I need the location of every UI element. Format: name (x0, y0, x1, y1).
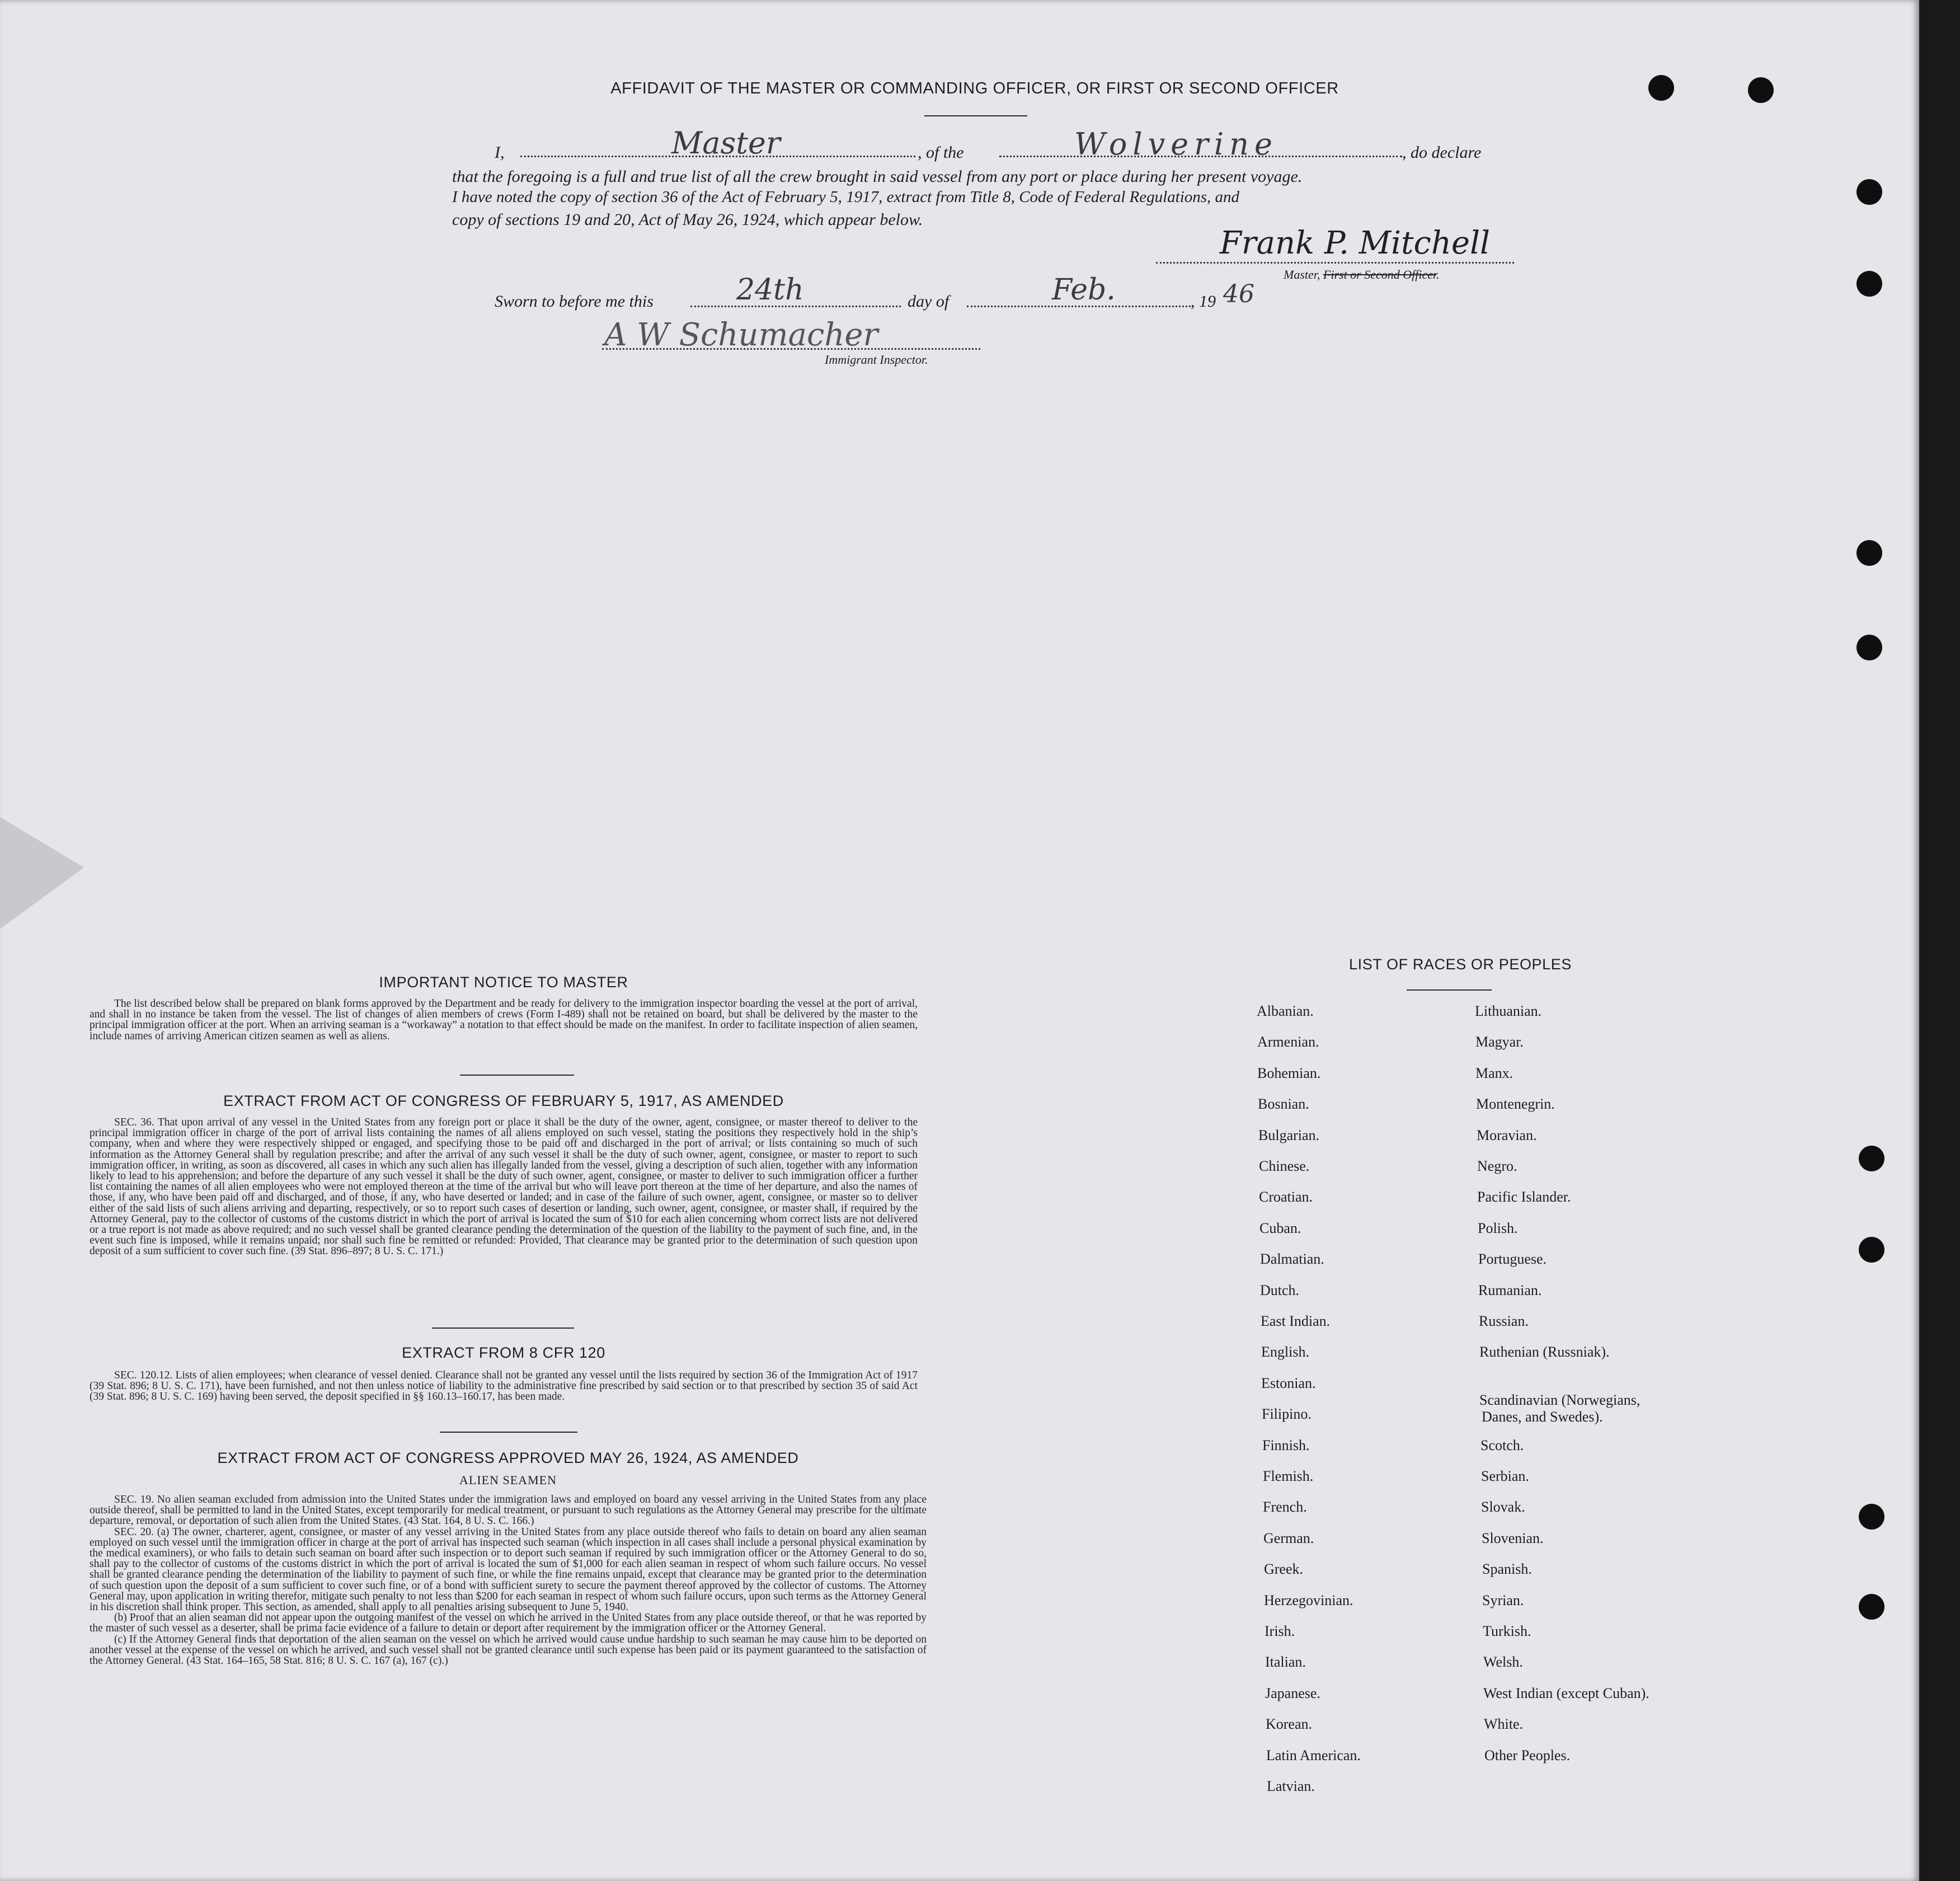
day-handwritten: 24th (736, 273, 804, 307)
race-item: Pacific Islander. (1477, 1189, 1571, 1205)
affidavit-line-2: that the foregoing is a full and true list of all the crew brought in said vessel from any port or place during her present voyage. (452, 167, 1303, 186)
race-item: Turkish. (1483, 1623, 1531, 1639)
punch-hole (1859, 1146, 1884, 1171)
extract-1917-title: EXTRACT FROM ACT OF CONGRESS OF FEBRUARY 5, 1917, AS AMENDED (223, 1092, 784, 1109)
inspector-signature: A W Schumacher (604, 317, 878, 353)
race-item: Ruthenian (Russniak). (1479, 1344, 1610, 1360)
race-item: Estonian. (1261, 1375, 1316, 1391)
race-item: Italian. (1265, 1654, 1306, 1670)
punch-hole (1648, 75, 1674, 101)
section-19: SEC. 19. No alien seaman excluded from admission into the United States under the immigration laws and employed on board any vessel arriving in the United States from any place outside thereof, shall be permitted to land in the United States, except temporarily for medical treatment, or pursuant to such regulations as the Attorney General may prescribe for the ultimate departure, removal, or deportation of such alien from the United States. (43 Stat. 164, 8 U. S. C. 166.) (90, 1494, 927, 1527)
struck-officer-text: First or Second Officer (1323, 268, 1437, 282)
sworn-intro: Sworn to before me this (495, 292, 654, 311)
day-of-text: day of (908, 292, 950, 311)
race-item: Serbian. (1481, 1468, 1529, 1484)
year-prefix: , 19 (1191, 292, 1216, 311)
race-item: German. (1263, 1530, 1314, 1546)
race-item: Polish. (1478, 1220, 1518, 1236)
race-item: White. (1484, 1716, 1524, 1732)
race-item: Finnish. (1262, 1437, 1310, 1453)
master-signature: Frank P. Mitchell (1220, 225, 1490, 261)
race-item: Scotch. (1480, 1437, 1524, 1453)
race-item: Dalmatian. (1260, 1251, 1324, 1267)
notice-title: IMPORTANT NOTICE TO MASTER (379, 974, 628, 991)
extract-cfr-title: EXTRACT FROM 8 CFR 120 (402, 1344, 605, 1361)
extract-1917-body: SEC. 36. That upon arrival of any vessel in the United States from any foreign port or place it shall be the duty of the owner, agent, consignee, or master thereof to deliver to the principal immigration officer in charge of the port of arrival lists containing the names of all aliens employed on such vessel, stating the positions they respectively hold in the ship’s company, when and where they were respectively shipped or engaged, and specifying those to be paid off and discharged in the port of arrival; or lists containing so much of such information as the Attorney General shall by regulation prescribe; and after the arrival of any such vessel it shall be the duty of such owner, agent, consignee, or master to report to such immigration officer, in writing, as soon as discovered, all cases in which any such alien has illegally landed from the vessel, giving a description of such alien, together with any information likely to lead to his apprehension; and before the departure of any such vessel it shall be the duty of such owner, agent, consignee, or master to deliver to such immigration officer a further list containing the names of all alien employees who were not employed thereon at the time of the arrival but who will leave port thereon at the time of her departure, and also the names of those, if any, who have been paid off and discharged, and of those, if any, who have deserted or landed; and in case of the failure of such owner, agent, consignee, or master so to deliver either of the said lists of such aliens arriving and departing, respectively, or so to report such cases of desertion or landing, such owner, agent, consignee, or master shall, if required by the Attorney General, pay to the collector of customs of the customs district in which the port of arrival is located the sum of $10 for each alien concerning whom correct lists are not delivered or a true report is not made as above required; and no such vessel shall be granted clearance pending the determination of the question of the liability to the payment of such fine, and, in the event such fine is imposed, while it remains unpaid; nor shall such fine be remitted or refunded: Provided, That clearance may be granted prior to the determination of such question upon deposit of a sum sufficient to cover such fine. (39 Stat. 896–897; 8 U. S. C. 171.) (90, 1117, 918, 1258)
torn-edge (0, 817, 84, 929)
do-declare-text: , do declare (1402, 143, 1482, 162)
inspector-line (602, 348, 980, 350)
punch-hole (1856, 540, 1882, 566)
punch-hole (1856, 635, 1882, 660)
affidavit-line-1 (495, 143, 505, 162)
race-item: Russian. (1479, 1313, 1529, 1329)
race-item: Scandinavian (Norwegians, (1479, 1392, 1641, 1408)
extract-cfr-body: SEC. 120.12. Lists of alien employees; when clearance of vessel denied. Clearance shall not be granted any vessel until the lists required by section 36 of the Immigration Act of 1917 (39 Stat. 896; 8 U. S. C. 171), have been furnished, and not then unless notice of liability to the administrative fine prescribed by said section or to that prescribed by section 35 of said Act (39 Stat. 896; 8 U. S. C. 169) having been served, the deposit specified in §§ 160.13–160.17, has been made. (90, 1369, 918, 1403)
race-item: Bosnian. (1258, 1096, 1309, 1112)
inspector-caption: Immigrant Inspector. (825, 353, 928, 367)
signature-caption: Master, First or Second Officer. (1284, 268, 1440, 282)
race-item: English. (1261, 1344, 1309, 1360)
race-item: Lithuanian. (1475, 1003, 1542, 1019)
race-item: Other Peoples. (1484, 1747, 1571, 1763)
race-item: Japanese. (1265, 1685, 1320, 1701)
punch-hole (1856, 271, 1882, 297)
race-item: Manx. (1475, 1065, 1514, 1081)
races-title: LIST OF RACES OR PEOPLES (1348, 956, 1572, 973)
rank-handwritten: Master (671, 125, 781, 161)
affidavit-line-3: I have noted the copy of section 36 of the Act of February 5, 1917, extract from Title 8, Code of Federal Regulations, and (452, 188, 1240, 206)
vessel-handwritten: Wolverine (1074, 126, 1278, 162)
race-item: Slovenian. (1482, 1530, 1544, 1546)
race-item: Moravian. (1477, 1127, 1537, 1143)
race-item: Filipino. (1262, 1406, 1312, 1422)
race-item: Rumanian. (1478, 1282, 1542, 1298)
race-item: Herzegovinian. (1264, 1592, 1353, 1608)
race-item: Bohemian. (1257, 1065, 1321, 1081)
month-handwritten: Feb. (1052, 273, 1116, 307)
race-item: Croatian. (1259, 1189, 1313, 1205)
affidavit-intro: I, (495, 143, 505, 162)
punch-hole (1859, 1237, 1884, 1263)
signature-line (1156, 262, 1514, 264)
divider (924, 115, 1027, 116)
section-20a: SEC. 20. (a) The owner, charterer, agent, consignee, or master of any vessel arriving in the United States from any place outside thereof who fails to detain on board any alien seaman employed on such vessel until the immigration officer in charge at the port of arrival has inspected such seaman (which inspection in all cases shall include a personal physical examination by the medical examiners), or who fails to detain such seaman on board after such inspection or to deport such seaman if required by such immigration officer or the Attorney General to do so, shall pay to the collector of customs of the customs district in which the port of arrival is located the sum of $1,000 for each alien seaman in respect of whom such failure occurs. No vessel shall be granted clearance pending the determination of the liability to payment of such fine, or while the fine remains unpaid, except that clearance may be granted prior to the determination of such question upon the deposit of a sum sufficient to cover such fine, or of a bond with sufficient surety to secure the payment thereof approved by the collector of customs. The Attorney General may, upon application in writing therefor, mitigate such penalty to not less than $200 for each seaman in respect of whom such failure occurs, upon such terms as the Attorney General in his discretion shall think proper. This section, as amended, shall apply to all penalties arising subsequent to June 5, 1940. (90, 1526, 927, 1613)
section-20c: (c) If the Attorney General finds that deportation of the alien seaman on the vessel on which he arrived would cause undue hardship to such seaman he may cause him to be deported on another vessel at the expense of the vessel on which he arrived, and such vessel shall not be granted clearance until such expense has been paid or its payment guaranteed to the satisfaction of the Attorney General. (43 Stat. 164–165, 58 Stat. 816; 8 U. S. C. 167 (a), 167 (c).) (90, 1633, 927, 1667)
race-item: Magyar. (1475, 1034, 1524, 1050)
race-item: Negro. (1477, 1158, 1517, 1174)
race-item: West Indian (except Cuban). (1483, 1685, 1649, 1701)
race-item: French. (1263, 1499, 1307, 1515)
of-the-text: , of the (918, 143, 964, 162)
race-item: Armenian. (1257, 1034, 1319, 1050)
extract-1924-body (90, 1494, 927, 1666)
punch-hole (1859, 1594, 1884, 1620)
notice-body: The list described below shall be prepared on blank forms approved by the Department and be ready for delivery to the immigration inspector boarding the vessel at the port of arrival, and shall in no instance be taken from the vessel. The list of changes of alien members of crews (Form I-489) shall not be retained on board, but shall be delivered by the master to the principal immigration officer at the port. When an arriving seaman is a “workaway” a notation to that effect should be made on the manifest. In order to facilitate inspection of alien seamen, include names of arriving American citizen seamen as well as aliens. (90, 998, 918, 1042)
race-item: Irish. (1265, 1623, 1295, 1639)
extract-1924-title: EXTRACT FROM ACT OF CONGRESS APPROVED MAY 26, 1924, AS AMENDED (217, 1450, 799, 1466)
divider (440, 1432, 577, 1433)
race-item: Slovak. (1481, 1499, 1525, 1515)
section-20b: (b) Proof that an alien seaman did not appear upon the outgoing manifest of the vessel on which he arrived in the United States from any place outside thereof, or that he was reported by the master of such vessel as a deserter, shall be prima facie evidence of a failure to detain or deport after requirement by the immigration officer or the Attorney General. (90, 1612, 927, 1635)
race-item: Chinese. (1259, 1158, 1310, 1174)
race-item: Welsh. (1483, 1654, 1523, 1670)
race-item: Syrian. (1482, 1592, 1524, 1608)
race-item: East Indian. (1261, 1313, 1331, 1329)
race-item: Greek. (1264, 1561, 1304, 1577)
punch-hole (1856, 179, 1882, 205)
race-item: Latin American. (1266, 1747, 1361, 1763)
divider (460, 1075, 574, 1076)
punch-hole (1859, 1504, 1884, 1530)
divider (432, 1328, 574, 1329)
affidavit-title: AFFIDAVIT OF THE MASTER OR COMMANDING OFFICER, OR FIRST OR SECOND OFFICER (610, 79, 1339, 97)
extract-1924-subtitle: ALIEN SEAMEN (459, 1473, 557, 1487)
race-item: Portuguese. (1478, 1251, 1547, 1267)
race-item: Danes, and Swedes). (1482, 1409, 1603, 1425)
race-item: Cuban. (1259, 1220, 1301, 1236)
race-item: Dutch. (1260, 1282, 1300, 1298)
affidavit-line-4: copy of sections 19 and 20, Act of May 26, 1924, which appear below. (452, 210, 923, 229)
race-item: Latvian. (1267, 1778, 1315, 1794)
race-item: Spanish. (1482, 1561, 1532, 1577)
race-item: Bulgarian. (1258, 1127, 1320, 1143)
race-item: Flemish. (1263, 1468, 1314, 1484)
year-handwritten: 46 (1223, 280, 1254, 308)
race-item: Korean. (1266, 1716, 1313, 1732)
punch-hole (1748, 77, 1774, 103)
race-item: Albanian. (1257, 1003, 1314, 1019)
divider (1407, 989, 1492, 991)
race-item: Montenegrin. (1476, 1096, 1555, 1112)
